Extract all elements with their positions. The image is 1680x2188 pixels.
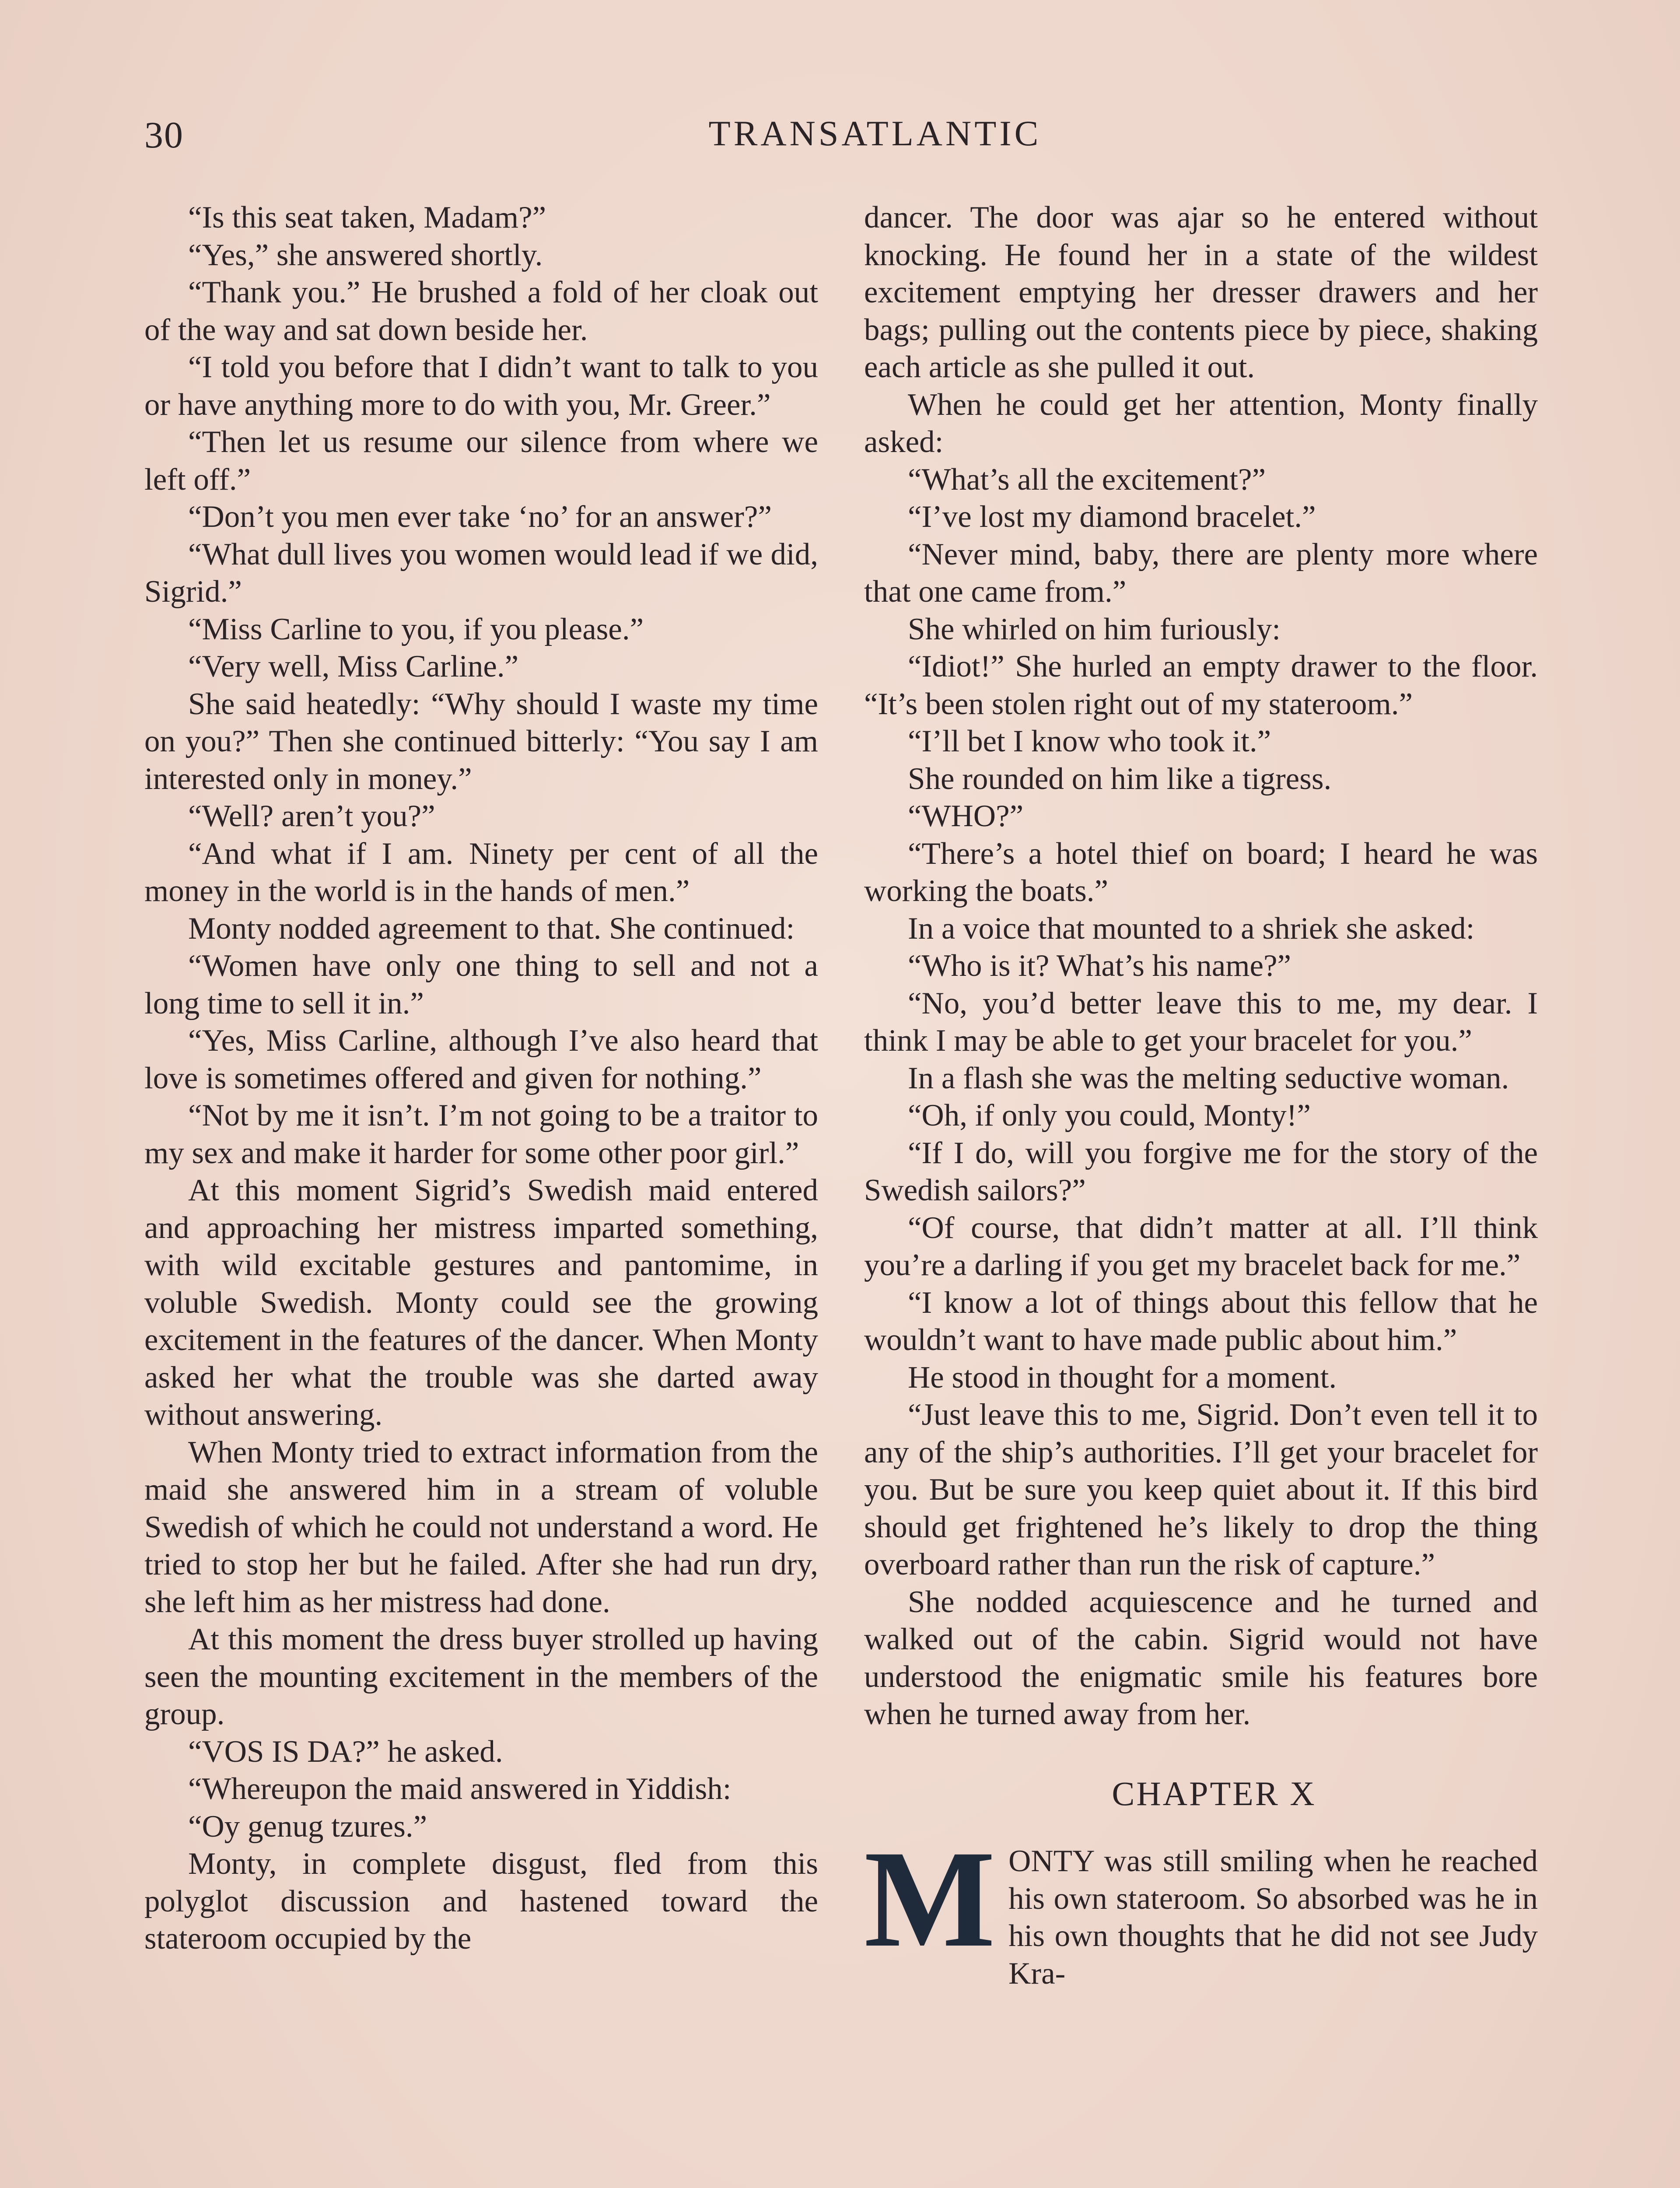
- paragraph: “Is this seat taken, Madam?”: [188, 200, 546, 235]
- paragraph: She nodded acquiescence and he turned and walked out of the cabin. Sigrid would not have understood the enigmatic smile his features bore when he turned away from her.: [864, 1585, 1538, 1731]
- paragraph: When he could get her attention, Monty finally asked:: [864, 387, 1538, 459]
- running-title: TRANSATLANTIC: [708, 113, 1042, 153]
- paragraph: “I know a lot of things about this fellow that he wouldn’t want to have made public about him.”: [864, 1285, 1538, 1357]
- paragraph: “Just leave this to me, Sigrid. Don’t even tell it to any of the ship’s authorities. I’ll get your bracelet for you. But be sure you keep quiet about it. If this bird should get frightened he’s likely to drop the thing overboard rather than run the risk of capture.”: [864, 1398, 1538, 1581]
- paragraph: “Women have only one thing to sell and not a long time to sell it in.”: [144, 949, 818, 1020]
- paragraph: When Monty tried to extract information from the maid she answered him in a stream of voluble Swedish of which he could not understand a word. He tried to stop her but he failed. After she had run dry, she left him as her mistress had done.: [144, 1435, 818, 1619]
- paragraph: At this moment the dress buyer strolled up having seen the mounting excitement in the members of the group.: [144, 1622, 818, 1731]
- paragraph: “I’ve lost my diamond bracelet.”: [908, 500, 1316, 534]
- paragraph: “No, you’d better leave this to me, my dear. I think I may be able to get your bracelet for you.”: [864, 986, 1538, 1058]
- paragraph: “There’s a hotel thief on board; I heard he was working the boats.”: [864, 836, 1538, 908]
- paragraph: “Very well, Miss Carline.”: [188, 649, 519, 684]
- paragraph: “Whereupon the maid answered in Yiddish:: [188, 1772, 732, 1806]
- paragraph: Monty nodded agreement to that. She continued:: [188, 911, 795, 946]
- drop-cap: M: [864, 1822, 996, 1976]
- paragraph: “Never mind, baby, there are plenty more where that one came from.”: [864, 537, 1538, 609]
- page-header: [144, 113, 1536, 157]
- right-column: [864, 199, 1538, 1992]
- chapter-opening-text: ONTY was still smiling when he reached his own stateroom. So absorbed was he in his own thoughts that he did not see Judy Kra-: [1008, 1844, 1538, 1991]
- paragraph: “Yes, Miss Carline, although I’ve also heard that love is sometimes offered and given for nothing.”: [144, 1024, 818, 1095]
- paragraph: “Oh, if only you could, Monty!”: [908, 1098, 1311, 1133]
- paragraph: “Idiot!” She hurled an empty drawer to the floor. “It’s been stolen right out of my stateroom.”: [864, 649, 1538, 721]
- left-column: [144, 199, 818, 1958]
- paragraph: “Oy genug tzures.”: [188, 1809, 427, 1844]
- chapter-heading: CHAPTER X: [1112, 1774, 1316, 1813]
- paragraph: “Thank you.” He brushed a fold of her cloak out of the way and sat down beside her.: [144, 275, 818, 347]
- paragraph: “Don’t you men ever take ‘no’ for an answer?”: [188, 500, 772, 534]
- paragraph: “Who is it? What’s his name?”: [908, 949, 1292, 983]
- paragraph: She whirled on him furiously:: [908, 612, 1281, 646]
- paragraph: Monty, in complete disgust, fled from this polyglot discussion and hastened toward the stateroom occupied by the: [144, 1847, 818, 1956]
- paragraph: “Yes,” she answered shortly.: [188, 238, 543, 272]
- paragraph: “What dull lives you women would lead if we did, Sigrid.”: [144, 537, 818, 609]
- page-number: 30: [144, 114, 184, 156]
- paragraph: In a voice that mounted to a shriek she asked:: [908, 911, 1475, 946]
- paragraph: “Not by me it isn’t. I’m not going to be a traitor to my sex and make it harder for some other poor girl.”: [144, 1098, 818, 1170]
- paragraph: “And what if I am. Ninety per cent of all the money in the world is in the hands of men.”: [144, 836, 818, 908]
- paragraph: “Then let us resume our silence from where we left off.”: [144, 425, 818, 497]
- paragraph: In a flash she was the melting seductive woman.: [908, 1061, 1509, 1095]
- paragraph: At this moment Sigrid’s Swedish maid entered and approaching her mistress imparted something, with wild excitable gestures and pantomime, in voluble Swedish. Monty could see the growing excitement in the features of the dancer. When Monty asked her what the trouble was she darted away without answering.: [144, 1173, 818, 1432]
- paragraph: He stood in thought for a moment.: [908, 1360, 1337, 1395]
- paragraph: “VOS IS DA?” he asked.: [188, 1734, 503, 1769]
- paragraph: “If I do, will you forgive me for the story of the Swedish sailors?”: [864, 1136, 1538, 1207]
- paragraph: “Of course, that didn’t matter at all. I’ll think you’re a darling if you get my bracelet back for me.”: [864, 1210, 1538, 1282]
- paragraph: She said heatedly: “Why should I waste my time on you?” Then she continued bitterly: “You say I am interested only in money.”: [144, 687, 818, 796]
- paragraph: dancer. The door was ajar so he entered without knocking. He found her in a state of the wildest excitement emptying her dresser drawers and her bags; pulling out the contents piece by piece, shaking each article as she pulled it out.: [864, 200, 1538, 384]
- paragraph: “I’ll bet I know who took it.”: [908, 724, 1271, 758]
- paragraph: “WHO?”: [908, 799, 1024, 833]
- paragraph: “I told you before that I didn’t want to talk to you or have anything more to do with you, Mr. Greer.”: [144, 350, 818, 422]
- chapter-opening-paragraph: [864, 1822, 1538, 1992]
- paragraph: “What’s all the excitement?”: [908, 462, 1266, 497]
- paragraph: She rounded on him like a tigress.: [908, 761, 1332, 796]
- paragraph: “Well? aren’t you?”: [188, 799, 435, 833]
- paragraph: “Miss Carline to you, if you please.”: [188, 612, 644, 646]
